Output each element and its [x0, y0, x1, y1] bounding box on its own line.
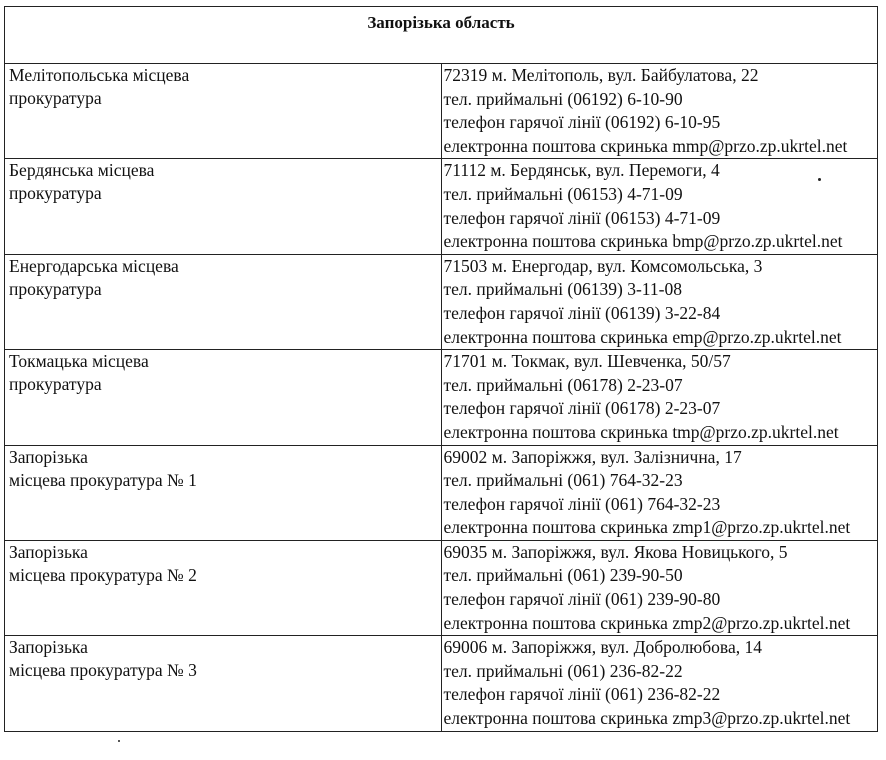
office-name-cell	[5, 64, 442, 159]
hotline-phone: телефон гарячої лінії (06178) 2-23-07	[443, 398, 721, 419]
office-name-cell	[5, 445, 442, 540]
office-name-line: місцева прокуратура № 3	[9, 660, 197, 681]
office-name-cell	[5, 540, 442, 635]
office-contact-cell	[441, 254, 878, 349]
table-body	[5, 7, 878, 732]
scan-speck	[118, 740, 120, 742]
office-name-cell	[5, 636, 442, 731]
office-name-cell	[5, 254, 442, 349]
office-row	[5, 350, 878, 445]
prosecutor-offices-document	[4, 6, 878, 732]
hotline-phone: телефон гарячої лінії (061) 239-90-80	[443, 589, 721, 610]
scan-speck	[818, 178, 821, 181]
office-email: електронна поштова скринька emp@przo.zp.ukrtel.net	[443, 326, 842, 347]
office-row	[5, 540, 878, 635]
office-address: 71112 м. Бердянськ, вул. Перемоги, 4	[443, 160, 720, 181]
prosecutor-offices-table	[4, 6, 878, 732]
office-name-line: прокуратура	[9, 278, 102, 299]
hotline-phone: телефон гарячої лінії (06192) 6-10-95	[443, 112, 721, 133]
office-row	[5, 445, 878, 540]
office-name-line: Запорізька	[9, 541, 88, 562]
office-row	[5, 254, 878, 349]
office-name-line: місцева прокуратура № 1	[9, 469, 197, 490]
office-contact-cell	[441, 159, 878, 254]
reception-phone: тел. приймальні (06139) 3-11-08	[443, 279, 682, 300]
reception-phone: тел. приймальні (061) 239-90-50	[443, 565, 683, 586]
reception-phone: тел. приймальні (06178) 2-23-07	[443, 374, 683, 395]
office-name-line: Запорізька	[9, 637, 88, 658]
reception-phone: тел. приймальні (06192) 6-10-90	[443, 88, 683, 109]
hotline-phone: телефон гарячої лінії (06153) 4-71-09	[443, 207, 721, 228]
office-email: електронна поштова скринька tmp@przo.zp.ukrtel.net	[443, 421, 839, 442]
office-name-line: місцева прокуратура № 2	[9, 564, 197, 585]
office-address: 69035 м. Запоріжжя, вул. Якова Новицького, 5	[443, 541, 788, 562]
reception-phone: тел. приймальні (06153) 4-71-09	[443, 183, 683, 204]
header-row	[5, 7, 878, 64]
office-email: електронна поштова скринька zmp2@przo.zp.ukrtel.net	[443, 612, 851, 633]
office-contact-cell	[441, 540, 878, 635]
office-row	[5, 64, 878, 159]
office-row	[5, 636, 878, 731]
office-email: електронна поштова скринька bmp@przo.zp.ukrtel.net	[443, 231, 843, 252]
office-email: електронна поштова скринька zmp1@przo.zp.ukrtel.net	[443, 517, 851, 538]
office-address: 71503 м. Енергодар, вул. Комсомольська, 3	[443, 255, 763, 276]
office-contact-cell	[441, 445, 878, 540]
hotline-phone: телефон гарячої лінії (06139) 3-22-84	[443, 302, 721, 323]
office-contact-cell	[441, 636, 878, 731]
office-name-line: Токмацька місцева	[9, 351, 149, 372]
office-name-cell	[5, 159, 442, 254]
office-name-line: прокуратура	[9, 183, 102, 204]
reception-phone: тел. приймальні (061) 764-32-23	[443, 470, 683, 491]
office-address: 71701 м. Токмак, вул. Шевченка, 50/57	[443, 351, 731, 372]
office-name-line: Бердянська місцева	[9, 160, 155, 181]
region-title: Запорізька область	[5, 7, 878, 64]
reception-phone: тел. приймальні (061) 236-82-22	[443, 660, 683, 681]
office-email: електронна поштова скринька zmp3@przo.zp.ukrtel.net	[443, 708, 851, 729]
office-name-line: Енергодарська місцева	[9, 255, 179, 276]
office-contact-cell	[441, 350, 878, 445]
hotline-phone: телефон гарячої лінії (061) 764-32-23	[443, 493, 721, 514]
office-contact-cell	[441, 64, 878, 159]
hotline-phone: телефон гарячої лінії (061) 236-82-22	[443, 684, 721, 705]
office-address: 69002 м. Запоріжжя, вул. Залізнична, 17	[443, 446, 742, 467]
office-name-line: прокуратура	[9, 374, 102, 395]
office-address: 72319 м. Мелітополь, вул. Байбулатова, 22	[443, 65, 759, 85]
office-address: 69006 м. Запоріжжя, вул. Добролюбова, 14	[443, 637, 762, 658]
office-email: електронна поштова скринька mmp@przo.zp.ukrtel.net	[443, 135, 848, 156]
office-name-line: прокуратура	[9, 88, 102, 108]
office-name-cell	[5, 350, 442, 445]
office-name-line: Запорізька	[9, 446, 88, 467]
office-name-line: Мелітопольська місцева	[9, 65, 190, 85]
office-row	[5, 159, 878, 254]
